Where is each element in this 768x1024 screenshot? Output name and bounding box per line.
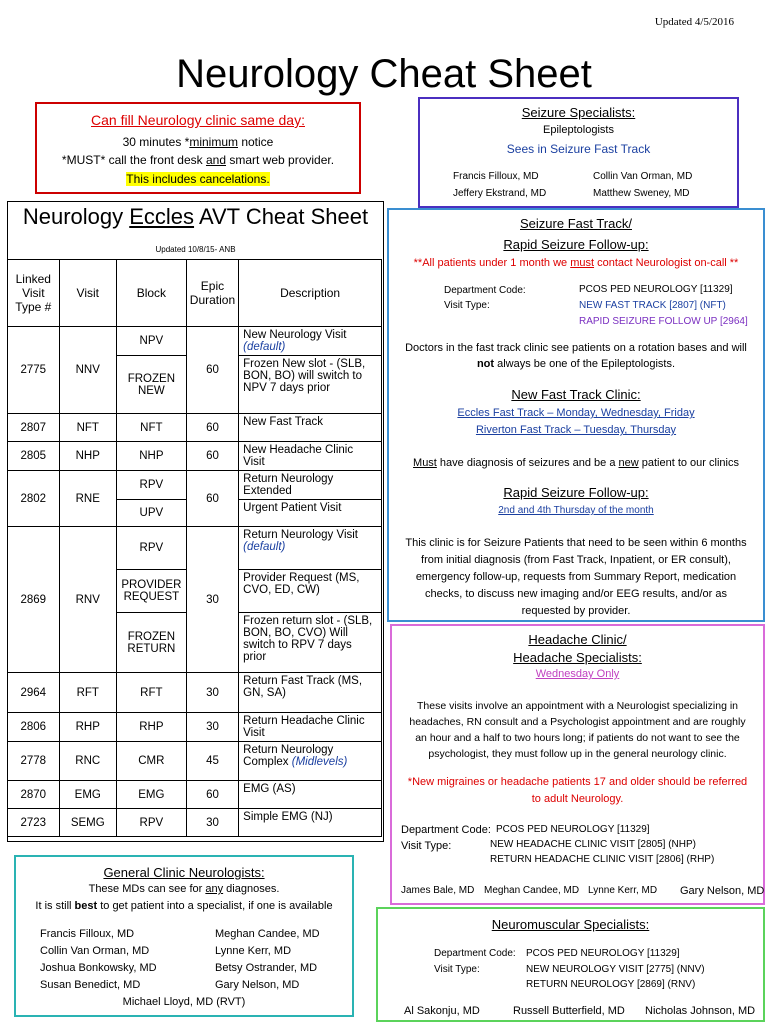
- visit-type-number: 2723: [8, 809, 60, 837]
- rapid-followup-days: 2nd and 4th Thursday of the month: [498, 505, 654, 516]
- description: EMG (AS): [239, 781, 382, 809]
- epic-duration: 30: [186, 527, 238, 673]
- table-row: [8, 742, 382, 781]
- table-row: [8, 713, 382, 742]
- dept-code-value: PCOS PED NEUROLOGY [11329]: [526, 948, 680, 959]
- visit-code: RNV: [59, 527, 116, 673]
- general-neurologists-box: [14, 855, 354, 1017]
- doctor-name: Lynne Kerr, MD: [215, 945, 292, 957]
- page-title: Neurology Cheat Sheet: [176, 52, 592, 96]
- block-code: NPV: [116, 327, 186, 356]
- headache-day: Wednesday Only: [535, 668, 620, 680]
- visit-type-number: 2807: [8, 414, 60, 442]
- table-row: [8, 809, 382, 837]
- seizure-fast-track-box: [387, 208, 765, 622]
- headache-clinic-box: [390, 624, 765, 905]
- block-code: PROVIDER REQUEST: [116, 570, 186, 613]
- dept-code-label: Department Code:: [444, 285, 526, 296]
- same-day-line1: 30 minutes *minimum notice: [122, 135, 274, 149]
- avt-table: [7, 259, 382, 837]
- epic-duration: 60: [186, 781, 238, 809]
- table-header-row: [8, 260, 382, 327]
- dept-code-value: PCOS PED NEUROLOGY [11329]: [496, 824, 650, 835]
- epic-duration: 60: [186, 414, 238, 442]
- rapid-followup-para: requested by provider.: [521, 605, 631, 617]
- doctor-name: Matthew Sweney, MD: [593, 188, 690, 199]
- rapid-followup-para: checks, to discuss new imaging and/or EEG results, and/or as: [424, 588, 728, 600]
- doctor-name: Gary Nelson, MD: [215, 979, 300, 991]
- description: Return Neurology Visit (default): [239, 527, 382, 570]
- new-fast-track-heading: New Fast Track Clinic:: [511, 387, 641, 402]
- visit-type-label: Visit Type:: [434, 964, 480, 975]
- visit-type-number: 2869: [8, 527, 60, 673]
- visit-code: NNV: [59, 327, 116, 414]
- visit-code: SEMG: [59, 809, 116, 837]
- epic-duration: 30: [186, 809, 238, 837]
- visit-code: RNE: [59, 471, 116, 527]
- description: Return Headache Clinic Visit: [239, 713, 382, 742]
- column-header: Epic Duration: [186, 260, 238, 327]
- rotation-note-1: Doctors in the fast track clinic see patients on a rotation bases and will: [405, 342, 747, 354]
- visit-type-value: RETURN HEADACHE CLINIC VISIT [2806] (RHP): [490, 854, 715, 865]
- epic-duration: 45: [186, 742, 238, 781]
- same-day-line3: This includes cancelations.: [126, 172, 270, 186]
- neuromuscular-heading: Neuromuscular Specialists:: [491, 917, 650, 932]
- epic-duration: 60: [186, 327, 238, 414]
- doctor-name: Al Sakonju, MD: [404, 1005, 480, 1017]
- description: Return Neurology Extended: [239, 471, 382, 500]
- description: New Headache Clinic Visit: [239, 442, 382, 471]
- visit-type-number: 2964: [8, 673, 60, 713]
- headache-para: headaches, RN consult and a Psychologist appointment and are roughly: [409, 716, 746, 728]
- visit-code: NFT: [59, 414, 116, 442]
- block-code: RHP: [116, 713, 186, 742]
- table-row: [8, 527, 382, 570]
- visit-type-label: Visit Type:: [401, 840, 452, 852]
- visit-code: RFT: [59, 673, 116, 713]
- block-code: FROZEN NEW: [116, 356, 186, 414]
- headache-para: These visits involve an appointment with a Neurologist specializing in: [417, 700, 738, 712]
- general-heading: General Clinic Neurologists:: [103, 865, 265, 880]
- block-code: FROZEN RETURN: [116, 613, 186, 673]
- visit-type-value: NEW HEADACHE CLINIC VISIT [2805] (NHP): [490, 839, 696, 850]
- visit-type-value: NEW NEUROLOGY VISIT [2775] (NNV): [526, 964, 705, 975]
- avt-updated: Updated 10/8/15- ANB: [155, 245, 236, 254]
- avt-cheat-sheet: [7, 201, 384, 842]
- doctor-name: Susan Benedict, MD: [40, 979, 141, 991]
- description: Frozen return slot - (SLB, BON, BO, CVO) Will switch to RPV 7 days prior: [239, 613, 382, 673]
- visit-code: RHP: [59, 713, 116, 742]
- epic-duration: 60: [186, 442, 238, 471]
- description: Frozen New slot - (SLB, BON, BO) will switch to NPV 7 days prior: [239, 356, 382, 414]
- column-header: Visit: [59, 260, 116, 327]
- doctor-name: Joshua Bonkowsky, MD: [40, 962, 157, 974]
- table-row: [8, 442, 382, 471]
- doctor-name: Gary Nelson, MD: [680, 885, 765, 897]
- avt-title: Neurology Eccles AVT Cheat Sheet: [22, 204, 369, 229]
- doctor-name: Lynne Kerr, MD: [588, 885, 658, 896]
- doctor-name: Collin Van Orman, MD: [40, 945, 150, 957]
- fast-track-alert: **All patients under 1 month we must contact Neurologist on-call **: [413, 257, 739, 269]
- rapid-followup-para: from initial diagnosis (from Fast Track, Inpatient, or ER consult),: [421, 554, 731, 566]
- block-code: CMR: [116, 742, 186, 781]
- visit-type-number: 2806: [8, 713, 60, 742]
- doctor-name: Jeffery Ekstrand, MD: [453, 188, 547, 199]
- updated-date: Updated 4/5/2016: [654, 16, 734, 28]
- table-row: [8, 471, 382, 500]
- doctor-name: Francis Filloux, MD: [40, 928, 135, 940]
- eccles-fast-track: Eccles Fast Track – Monday, Wednesday, Friday: [457, 407, 695, 419]
- column-header: Description: [239, 260, 382, 327]
- epic-duration: 30: [186, 673, 238, 713]
- seizure-specialists-heading: Seizure Specialists:: [521, 105, 636, 120]
- general-note-1: These MDs can see for any diagnoses.: [88, 883, 280, 895]
- block-code: UPV: [116, 500, 186, 527]
- rotation-note-2: not always be one of the Epileptologists.: [476, 358, 676, 370]
- dept-code-value: PCOS PED NEUROLOGY [11329]: [579, 284, 733, 295]
- must-have-note: Must have diagnosis of seizures and be a new patient to our clinics: [413, 457, 739, 469]
- description: Simple EMG (NJ): [239, 809, 382, 837]
- doctor-name: Meghan Candee, MD: [484, 885, 580, 896]
- description: New Neurology Visit (default): [239, 327, 382, 356]
- column-header: Linked Visit Type #: [8, 260, 60, 327]
- neuromuscular-box: [376, 907, 765, 1022]
- same-day-line2: *MUST* call the front desk and smart web provider.: [61, 153, 335, 167]
- column-header: Block: [116, 260, 186, 327]
- doctor-name: Collin Van Orman, MD: [593, 171, 693, 182]
- description: Return Fast Track (MS, GN, SA): [239, 673, 382, 713]
- table-row: [8, 327, 382, 356]
- block-code: RPV: [116, 471, 186, 500]
- doctor-name: Nicholas Johnson, MD: [645, 1005, 756, 1017]
- block-code: RPV: [116, 809, 186, 837]
- rapid-followup-heading: Rapid Seizure Follow-up:: [503, 485, 649, 500]
- doctor-name: Meghan Candee, MD: [215, 928, 320, 940]
- headache-referral: to adult Neurology.: [531, 793, 624, 805]
- epic-duration: 60: [186, 471, 238, 527]
- visit-type-number: 2802: [8, 471, 60, 527]
- fast-track-heading1: Seizure Fast Track/: [520, 216, 632, 231]
- doctor-name: Michael Lloyd, MD (RVT): [122, 996, 246, 1008]
- headache-heading1: Headache Clinic/: [528, 632, 627, 647]
- visit-type-value: NEW FAST TRACK [2807] (NFT): [579, 300, 726, 311]
- block-code: RPV: [116, 527, 186, 570]
- riverton-fast-track: Riverton Fast Track – Tuesday, Thursday: [475, 424, 677, 436]
- block-code: EMG: [116, 781, 186, 809]
- seizure-specialists-box: [418, 97, 739, 208]
- seizure-specialists-sees: Sees in Seizure Fast Track: [506, 142, 651, 156]
- visit-code: NHP: [59, 442, 116, 471]
- general-note-2: It is still best to get patient into a specialist, if one is available: [35, 900, 333, 912]
- block-code: NFT: [116, 414, 186, 442]
- description: Urgent Patient Visit: [239, 500, 382, 527]
- visit-code: EMG: [59, 781, 116, 809]
- table-row: [8, 673, 382, 713]
- same-day-box: [35, 102, 361, 194]
- description: Provider Request (MS, CVO, ED, CW): [239, 570, 382, 613]
- dept-code-label: Department Code:: [401, 824, 491, 836]
- visit-type-label: Visit Type:: [444, 300, 490, 311]
- doctor-name: Francis Filloux, MD: [453, 171, 539, 182]
- table-row: [8, 781, 382, 809]
- doctor-name: Betsy Ostrander, MD: [215, 962, 318, 974]
- visit-type-number: 2778: [8, 742, 60, 781]
- fast-track-heading2: Rapid Seizure Follow-up:: [503, 237, 649, 252]
- block-code: NHP: [116, 442, 186, 471]
- headache-para: an hour and a half to two hours long; if patients do not want to see the: [415, 732, 740, 744]
- block-code: RFT: [116, 673, 186, 713]
- headache-referral: *New migraines or headache patients 17 and older should be referred: [407, 776, 748, 788]
- same-day-heading: Can fill Neurology clinic same day:: [91, 112, 305, 128]
- rapid-followup-para: emergency follow-up, requests from Summary Report, medication: [415, 571, 737, 583]
- visit-code: RNC: [59, 742, 116, 781]
- seizure-specialists-sub: Epileptologists: [543, 124, 614, 136]
- visit-type-number: 2775: [8, 327, 60, 414]
- rapid-followup-para: This clinic is for Seizure Patients that need to be seen within 6 months: [405, 537, 747, 549]
- headache-para: psychologist, they must follow up in the general neurology clinic.: [428, 748, 727, 760]
- table-row: [8, 414, 382, 442]
- description: New Fast Track: [239, 414, 382, 442]
- doctor-name: Russell Butterfield, MD: [513, 1005, 625, 1017]
- doctor-name: James Bale, MD: [401, 885, 475, 896]
- visit-type-value: RAPID SEIZURE FOLLOW UP [2964]: [579, 316, 748, 327]
- dept-code-label: Department Code:: [434, 948, 516, 959]
- description: Return Neurology Complex (Midlevels): [239, 742, 382, 781]
- headache-heading2: Headache Specialists:: [513, 650, 642, 665]
- epic-duration: 30: [186, 713, 238, 742]
- visit-type-value: RETURN NEUROLOGY [2869] (RNV): [526, 979, 696, 990]
- visit-type-number: 2870: [8, 781, 60, 809]
- visit-type-number: 2805: [8, 442, 60, 471]
